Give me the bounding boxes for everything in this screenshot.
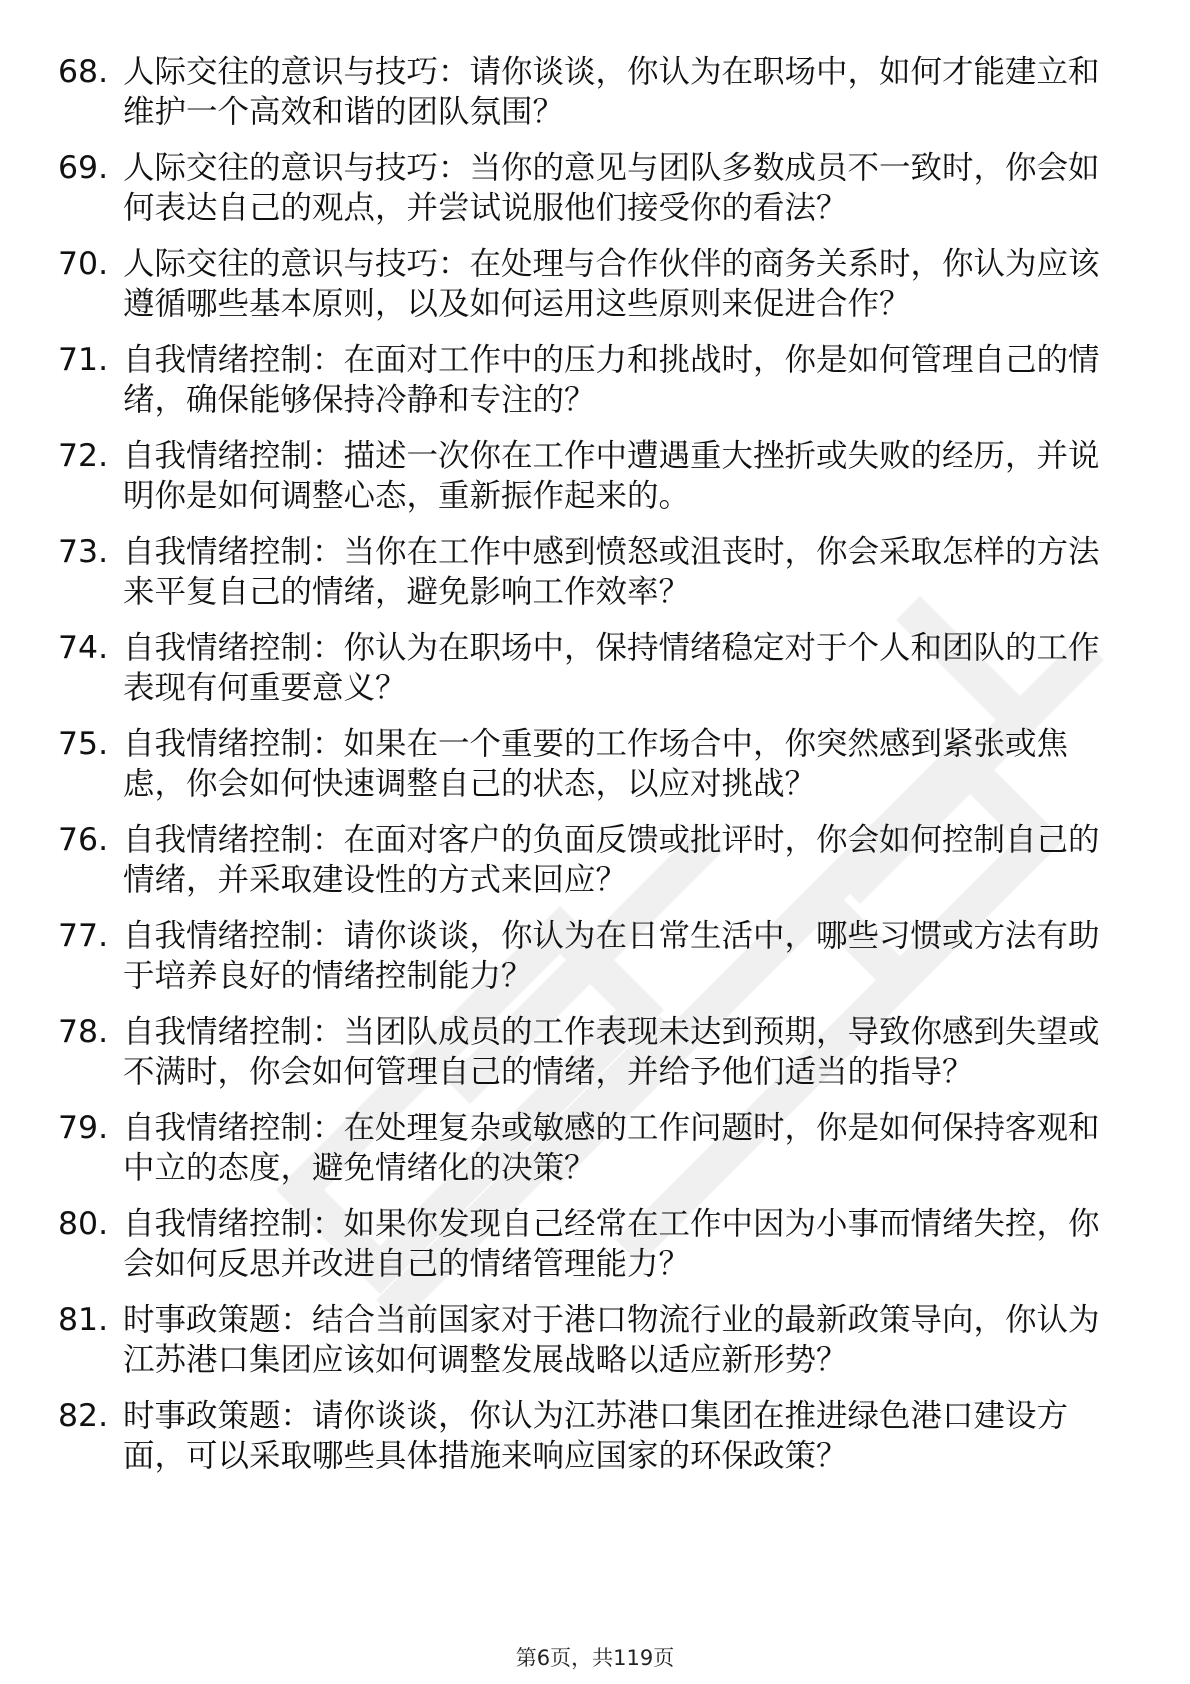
- question-number: 70.: [58, 246, 109, 282]
- question-text: 自我情绪控制：在面对客户的负面反馈或批评时，你会如何控制自己的情绪，并采取建设性的方式来回应？: [123, 822, 1100, 898]
- question-number: 75.: [58, 726, 109, 762]
- question-number: 81.: [58, 1302, 109, 1338]
- question-text: 人际交往的意识与技巧：请你谈谈，你认为在职场中，如何才能建立和维护一个高效和谐的团队氛围？: [123, 54, 1100, 130]
- question-item: [58, 148, 1118, 228]
- question-number: 74.: [58, 630, 109, 666]
- question-item: [58, 340, 1118, 420]
- question-number: 77.: [58, 918, 109, 954]
- question-text: 自我情绪控制：如果你发现自己经常在工作中因为小事而情绪失控，你会如何反思并改进自己的情绪管理能力？: [123, 1206, 1100, 1282]
- question-number: 82.: [58, 1398, 109, 1434]
- question-text: 自我情绪控制：请你谈谈，你认为在日常生活中，哪些习惯或方法有助于培养良好的情绪控制能力？: [123, 918, 1100, 994]
- page-footer: 第6页，共119页: [515, 1646, 675, 1670]
- question-item: [58, 532, 1118, 612]
- question-number: 78.: [58, 1014, 109, 1050]
- question-item: [58, 1108, 1118, 1188]
- question-text: 时事政策题：请你谈谈，你认为江苏港口集团在推进绿色港口建设方面，可以采取哪些具体措施来响应国家的环保政策？: [123, 1398, 1069, 1474]
- question-number: 73.: [58, 534, 109, 570]
- question-text: 自我情绪控制：你认为在职场中，保持情绪稳定对于个人和团队的工作表现有何重要意义？: [123, 630, 1100, 706]
- question-item: [58, 820, 1118, 900]
- question-list: [58, 52, 1118, 1492]
- question-item: [58, 628, 1118, 708]
- question-item: [58, 1012, 1118, 1092]
- question-number: 71.: [58, 342, 109, 378]
- question-item: [58, 916, 1118, 996]
- question-item: [58, 724, 1118, 804]
- question-text: 自我情绪控制：当团队成员的工作表现未达到预期，导致你感到失望或不满时，你会如何管理自己的情绪，并给予他们适当的指导？: [123, 1014, 1100, 1090]
- question-item: [58, 244, 1118, 324]
- question-text: 自我情绪控制：描述一次你在工作中遭遇重大挫折或失败的经历，并说明你是如何调整心态，重新振作起来的。: [123, 438, 1100, 514]
- question-item: [58, 1300, 1118, 1380]
- question-number: 76.: [58, 822, 109, 858]
- question-text: 自我情绪控制：如果在一个重要的工作场合中，你突然感到紧张或焦虑，你会如何快速调整自己的状态，以应对挑战？: [123, 726, 1069, 802]
- question-item: [58, 52, 1118, 132]
- question-number: 69.: [58, 150, 109, 186]
- question-number: 79.: [58, 1110, 109, 1146]
- question-number: 68.: [58, 54, 109, 90]
- question-text: 自我情绪控制：在处理复杂或敏感的工作问题时，你是如何保持客观和中立的态度，避免情绪化的决策？: [123, 1110, 1100, 1186]
- question-text: 人际交往的意识与技巧：当你的意见与团队多数成员不一致时，你会如何表达自己的观点，并尝试说服他们接受你的看法？: [123, 150, 1100, 226]
- question-number: 72.: [58, 438, 109, 474]
- question-text: 人际交往的意识与技巧：在处理与合作伙伴的商务关系时，你认为应该遵循哪些基本原则，以及如何运用这些原则来促进合作？: [123, 246, 1100, 322]
- question-item: [58, 1396, 1118, 1476]
- question-text: 自我情绪控制：当你在工作中感到愤怒或沮丧时，你会采取怎样的方法来平复自己的情绪，避免影响工作效率？: [123, 534, 1100, 610]
- question-item: [58, 436, 1118, 516]
- question-item: [58, 1204, 1118, 1284]
- question-text: 自我情绪控制：在面对工作中的压力和挑战时，你是如何管理自己的情绪，确保能够保持冷静和专注的？: [123, 342, 1100, 418]
- question-number: 80.: [58, 1206, 109, 1242]
- question-text: 时事政策题：结合当前国家对于港口物流行业的最新政策导向，你认为江苏港口集团应该如何调整发展战略以适应新形势？: [123, 1302, 1100, 1378]
